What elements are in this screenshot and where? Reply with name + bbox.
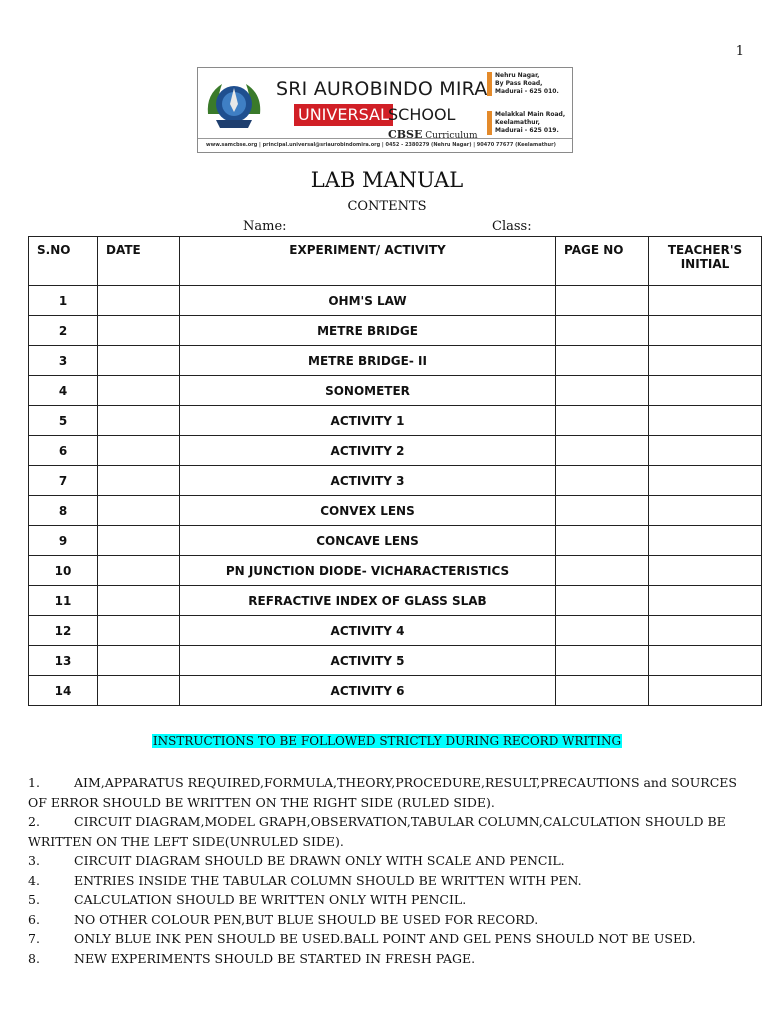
header-page-no: PAGE NO bbox=[556, 237, 649, 286]
logo-universal: UNIVERSAL bbox=[294, 104, 393, 126]
cell-sno: 5 bbox=[29, 406, 98, 436]
cell-page-no bbox=[556, 376, 649, 406]
instruction-number: 6. bbox=[28, 911, 40, 927]
address-line: Madurai - 625 019. bbox=[495, 127, 559, 134]
instruction-number: 2. bbox=[28, 814, 40, 829]
cell-date bbox=[98, 376, 180, 406]
cell-sno: 1 bbox=[29, 286, 98, 316]
instruction-text: NEW EXPERIMENTS SHOULD BE STARTED IN FRESH PAGE. bbox=[74, 950, 476, 966]
cell-date bbox=[98, 526, 180, 556]
document-title: LAB MANUAL bbox=[310, 168, 464, 192]
cell-experiment: ACTIVITY 3 bbox=[180, 466, 556, 496]
logo-school: SCHOOL bbox=[388, 105, 456, 124]
instruction-text: ONLY BLUE INK PEN SHOULD BE USED.BALL POINT AND GEL PENS SHOULD NOT BE USED. bbox=[74, 931, 696, 946]
cell-sno: 11 bbox=[29, 586, 98, 616]
document-subtitle: CONTENTS bbox=[347, 199, 427, 214]
cell-date bbox=[98, 436, 180, 466]
cell-page-no bbox=[556, 526, 649, 556]
instruction-text: CIRCUIT DIAGRAM,MODEL GRAPH,OBSERVATION,TABULAR COLUMN,CALCULATION SHOULD BE WRITTEN ON THE LEFT SIDE(UNRULED SIDE). bbox=[28, 814, 726, 849]
cell-experiment: ACTIVITY 6 bbox=[180, 676, 556, 706]
header-teachers-initial: TEACHER'S INITIAL bbox=[649, 237, 762, 286]
instructions-heading-text: INSTRUCTIONS TO BE FOLLOWED STRICTLY DURING RECORD WRITING bbox=[152, 734, 622, 748]
name-label: Name: bbox=[243, 219, 287, 234]
cell-experiment: REFRACTIVE INDEX OF GLASS SLAB bbox=[180, 586, 556, 616]
instruction-item bbox=[28, 910, 740, 930]
table-row bbox=[29, 586, 762, 616]
instruction-item bbox=[28, 890, 740, 910]
cell-date bbox=[98, 346, 180, 376]
table-row bbox=[29, 406, 762, 436]
cell-page-no bbox=[556, 316, 649, 346]
cell-date bbox=[98, 406, 180, 436]
cell-teachers-initial bbox=[649, 526, 762, 556]
cell-page-no bbox=[556, 586, 649, 616]
cell-sno: 13 bbox=[29, 646, 98, 676]
school-emblem-icon bbox=[202, 74, 266, 138]
instruction-number: 3. bbox=[28, 853, 40, 868]
instruction-item bbox=[28, 871, 740, 891]
cell-teachers-initial bbox=[649, 316, 762, 346]
logo-contact-footer: www.samcbse.org | principal.universal@sriaurobindomira.org | 0452 - 2380279 (Nehru Nagar) | 90470 77677 (Keelamathur) bbox=[198, 138, 572, 152]
cell-page-no bbox=[556, 556, 649, 586]
cell-date bbox=[98, 616, 180, 646]
cell-date bbox=[98, 316, 180, 346]
cell-date bbox=[98, 556, 180, 586]
cell-teachers-initial bbox=[649, 646, 762, 676]
table-row bbox=[29, 526, 762, 556]
logo-curriculum: Curriculum bbox=[425, 131, 478, 141]
instruction-item bbox=[28, 812, 740, 851]
address-line: Melakkal Main Road, bbox=[495, 111, 566, 118]
cell-sno: 8 bbox=[29, 496, 98, 526]
cell-experiment: METRE BRIDGE- II bbox=[180, 346, 556, 376]
cell-sno: 2 bbox=[29, 316, 98, 346]
cell-experiment: OHM'S LAW bbox=[180, 286, 556, 316]
cell-experiment: PN JUNCTION DIODE- VICHARACTERISTICS bbox=[180, 556, 556, 586]
table-row bbox=[29, 346, 762, 376]
logo-cbse: CBSE bbox=[388, 128, 423, 141]
cell-sno: 7 bbox=[29, 466, 98, 496]
cell-teachers-initial bbox=[649, 586, 762, 616]
table-row bbox=[29, 616, 762, 646]
table-row bbox=[29, 646, 762, 676]
logo-address-nehru-nagar bbox=[487, 72, 571, 96]
address-line: Nehru Nagar, bbox=[495, 72, 540, 79]
cell-teachers-initial bbox=[649, 406, 762, 436]
cell-date bbox=[98, 586, 180, 616]
cell-date bbox=[98, 286, 180, 316]
cell-experiment: ACTIVITY 2 bbox=[180, 436, 556, 466]
instructions-heading bbox=[0, 734, 768, 748]
cell-sno: 4 bbox=[29, 376, 98, 406]
address-line: Madurai - 625 010. bbox=[495, 88, 559, 95]
cell-sno: 6 bbox=[29, 436, 98, 466]
table-row bbox=[29, 466, 762, 496]
address-line: Keelamathur, bbox=[495, 119, 540, 126]
cell-page-no bbox=[556, 346, 649, 376]
cell-page-no bbox=[556, 466, 649, 496]
cell-page-no bbox=[556, 406, 649, 436]
table-row bbox=[29, 676, 762, 706]
cell-date bbox=[98, 646, 180, 676]
cell-page-no bbox=[556, 676, 649, 706]
cell-date bbox=[98, 466, 180, 496]
instruction-text: NO OTHER COLOUR PEN,BUT BLUE SHOULD BE USED FOR RECORD. bbox=[74, 911, 539, 927]
header-date: DATE bbox=[98, 237, 180, 286]
instruction-number: 7. bbox=[28, 931, 40, 946]
header-sno: S.NO bbox=[29, 237, 98, 286]
instruction-item bbox=[28, 773, 740, 812]
logo-school-name: SRI AUROBINDO MIRA bbox=[276, 78, 488, 100]
cell-experiment: METRE BRIDGE bbox=[180, 316, 556, 346]
cell-date bbox=[98, 496, 180, 526]
instruction-text: CIRCUIT DIAGRAM SHOULD BE DRAWN ONLY WITH SCALE AND PENCIL. bbox=[74, 853, 565, 868]
cell-teachers-initial bbox=[649, 466, 762, 496]
instruction-item bbox=[28, 949, 740, 969]
cell-page-no bbox=[556, 496, 649, 526]
cell-experiment: SONOMETER bbox=[180, 376, 556, 406]
cell-sno: 12 bbox=[29, 616, 98, 646]
instruction-text: ENTRIES INSIDE THE TABULAR COLUMN SHOULD BE WRITTEN WITH PEN. bbox=[74, 872, 582, 888]
cell-experiment: CONVEX LENS bbox=[180, 496, 556, 526]
cell-teachers-initial bbox=[649, 346, 762, 376]
page-number: 1 bbox=[735, 44, 744, 59]
cell-sno: 10 bbox=[29, 556, 98, 586]
table-row bbox=[29, 286, 762, 316]
instruction-number: 1. bbox=[28, 775, 40, 790]
table-row bbox=[29, 496, 762, 526]
cell-experiment: ACTIVITY 1 bbox=[180, 406, 556, 436]
instruction-number: 8. bbox=[28, 950, 40, 966]
cell-teachers-initial bbox=[649, 376, 762, 406]
cell-sno: 14 bbox=[29, 676, 98, 706]
instruction-text: CALCULATION SHOULD BE WRITTEN ONLY WITH PENCIL. bbox=[74, 892, 467, 907]
instruction-number: 5. bbox=[28, 892, 40, 907]
cell-sno: 9 bbox=[29, 526, 98, 556]
contents-table bbox=[28, 236, 762, 706]
instruction-item bbox=[28, 929, 740, 949]
logo-address-keelamathur bbox=[487, 111, 571, 135]
cell-page-no bbox=[556, 646, 649, 676]
cell-experiment: ACTIVITY 4 bbox=[180, 616, 556, 646]
table-row bbox=[29, 316, 762, 346]
instruction-number: 4. bbox=[28, 872, 40, 888]
table-row bbox=[29, 556, 762, 586]
cell-page-no bbox=[556, 616, 649, 646]
cell-experiment: CONCAVE LENS bbox=[180, 526, 556, 556]
cell-teachers-initial bbox=[649, 556, 762, 586]
address-line: By Pass Road, bbox=[495, 80, 543, 87]
table-row bbox=[29, 436, 762, 466]
header-experiment: EXPERIMENT/ ACTIVITY bbox=[180, 237, 556, 286]
school-logo-banner bbox=[197, 67, 573, 153]
cell-teachers-initial bbox=[649, 616, 762, 646]
cell-teachers-initial bbox=[649, 436, 762, 466]
table-header-row bbox=[29, 237, 762, 286]
cell-page-no bbox=[556, 436, 649, 466]
cell-teachers-initial bbox=[649, 676, 762, 706]
cell-date bbox=[98, 676, 180, 706]
cell-page-no bbox=[556, 286, 649, 316]
instruction-item bbox=[28, 851, 740, 871]
table-row bbox=[29, 376, 762, 406]
cell-sno: 3 bbox=[29, 346, 98, 376]
instructions-list bbox=[28, 773, 740, 968]
instruction-text: AIM,APPARATUS REQUIRED,FORMULA,THEORY,PROCEDURE,RESULT,PRECAUTIONS and SOURCES OF ERROR SHOULD BE WRITTEN ON THE RIGHT SIDE (RULED SIDE). bbox=[28, 775, 737, 810]
cell-teachers-initial bbox=[649, 496, 762, 526]
cell-experiment: ACTIVITY 5 bbox=[180, 646, 556, 676]
cell-teachers-initial bbox=[649, 286, 762, 316]
class-label: Class: bbox=[492, 219, 532, 234]
